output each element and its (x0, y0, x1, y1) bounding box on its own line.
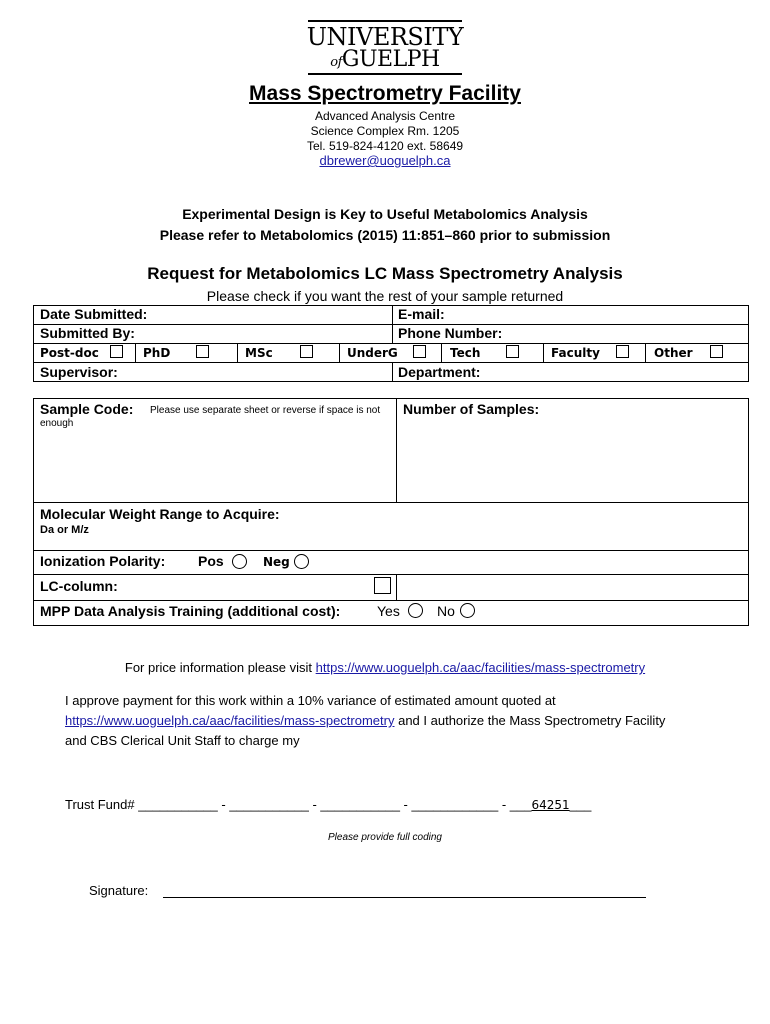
intro-line-1: Experimental Design is Key to Useful Metabolomics Analysis (182, 206, 588, 222)
pos-label: Pos (198, 553, 224, 569)
row-divider (33, 362, 749, 363)
phone-number-label: Phone Number: (398, 325, 503, 341)
page-title: Mass Spectrometry Facility (249, 82, 521, 105)
position-label-underg: UnderG (347, 346, 398, 360)
date-submitted-label: Date Submitted: (40, 306, 148, 322)
pricing-line (0, 660, 770, 675)
radio-pos[interactable] (232, 554, 247, 569)
row-divider (33, 324, 749, 325)
sample-code-note-2: enough (40, 418, 74, 429)
column-divider (441, 343, 442, 362)
number-of-samples-field[interactable] (403, 420, 743, 498)
intro-line-2: Please refer to Metabolomics (2015) 11:851–860 prior to submission (159, 227, 611, 243)
supervisor-label: Supervisor: (40, 364, 118, 380)
column-divider (339, 343, 340, 362)
column-divider (396, 574, 397, 600)
column-divider (396, 398, 397, 502)
request-title: Request for Metabolomics LC Mass Spectrometry Analysis (147, 264, 623, 283)
checkbox-msc[interactable] (300, 345, 313, 358)
checkbox-underg[interactable] (413, 345, 426, 358)
trust-fund-tail: ___ (569, 797, 592, 812)
yes-label: Yes (377, 603, 400, 619)
row-divider (33, 600, 749, 601)
radio-neg[interactable] (294, 554, 309, 569)
checkbox-phd[interactable] (196, 345, 209, 358)
mpp-training-label: MPP Data Analysis Training (additional cost): (40, 603, 341, 619)
signature-line[interactable] (163, 897, 646, 898)
sample-code-field[interactable] (40, 432, 390, 498)
logo-university: UNIVERSITY (306, 23, 464, 51)
column-divider (237, 343, 238, 362)
checkbox-tech[interactable] (506, 345, 519, 358)
checkbox-other[interactable] (710, 345, 723, 358)
checkbox-lc-column[interactable] (374, 577, 391, 594)
department-label: Department: (398, 364, 481, 380)
position-label-msc: MSc (245, 346, 273, 360)
position-label-postdoc: Post-doc (40, 346, 99, 360)
phone-line: Tel. 519-824-4120 ext. 58649 (306, 139, 464, 153)
contact-email-link[interactable]: dbrewer@uoguelph.ca (319, 153, 451, 168)
coding-note: Please provide full coding (328, 832, 442, 843)
column-divider (543, 343, 544, 362)
ionization-label: Ionization Polarity: (40, 553, 166, 569)
logo-guelph (300, 48, 470, 75)
checkbox-postdoc[interactable] (110, 345, 123, 358)
row-divider (33, 550, 749, 551)
approval-line-2 (65, 713, 665, 728)
row-divider (33, 574, 749, 575)
row-divider (33, 502, 749, 503)
logo-bottom-rule (308, 73, 462, 75)
university-logo (300, 18, 470, 76)
approval-link[interactable]: https://www.uoguelph.ca/aac/facilities/mass-spectrometry (65, 713, 395, 728)
row-divider (33, 343, 749, 344)
radio-no[interactable] (460, 603, 475, 618)
checkbox-faculty[interactable] (616, 345, 629, 358)
radio-yes[interactable] (408, 603, 423, 618)
logo-guelph-text: GUELPH (341, 47, 440, 72)
approval-line-3: and CBS Clerical Unit Staff to charge my (65, 733, 300, 748)
sample-code-note: Please use separate sheet or reverse if space is not (150, 405, 381, 416)
approval-line-1: I approve payment for this work within a 10% variance of estimated amount quoted at (65, 693, 556, 708)
email-label: E-mail: (398, 306, 445, 322)
position-label-other: Other (654, 346, 693, 360)
trust-fund-code[interactable]: 64251 (531, 798, 570, 812)
position-label-phd: PhD (143, 346, 171, 360)
return-sample-note: Please check if you want the rest of your sample returned (206, 288, 564, 304)
column-divider (392, 305, 393, 344)
no-label: No (437, 603, 455, 619)
logo-of: of (330, 55, 342, 70)
trust-fund-label: Trust Fund# (65, 797, 135, 812)
address-line-1: Advanced Analysis Centre (314, 109, 456, 123)
pricing-link[interactable]: https://www.uoguelph.ca/aac/facilities/mass-spectrometry (315, 660, 646, 675)
submitted-by-label: Submitted By: (40, 325, 135, 341)
neg-label: Neg (263, 555, 290, 569)
trust-fund-blanks[interactable]: ___________ - ___________ - ___________ - ____________ - ___ (138, 797, 532, 812)
sample-code-label: Sample Code: (40, 401, 134, 417)
trust-fund-line (65, 797, 591, 812)
number-of-samples-label: Number of Samples: (403, 401, 540, 417)
position-label-faculty: Faculty (551, 346, 600, 360)
logo-top-rule (308, 20, 462, 22)
column-divider (392, 362, 393, 382)
column-divider (645, 343, 646, 362)
address-line-2: Science Complex Rm. 1205 (310, 124, 460, 138)
position-label-tech: Tech (450, 346, 481, 360)
column-divider (135, 343, 136, 362)
signature-label: Signature: (89, 883, 149, 898)
mw-range-label: Molecular Weight Range to Acquire: (40, 506, 280, 522)
lc-column-label: LC-column: (40, 578, 118, 594)
mw-units-label: Da or M/z (40, 524, 89, 536)
pricing-text: For price information please visit (124, 660, 313, 675)
approval-line-2-text: and I authorize the Mass Spectrometry Facility (398, 713, 666, 728)
